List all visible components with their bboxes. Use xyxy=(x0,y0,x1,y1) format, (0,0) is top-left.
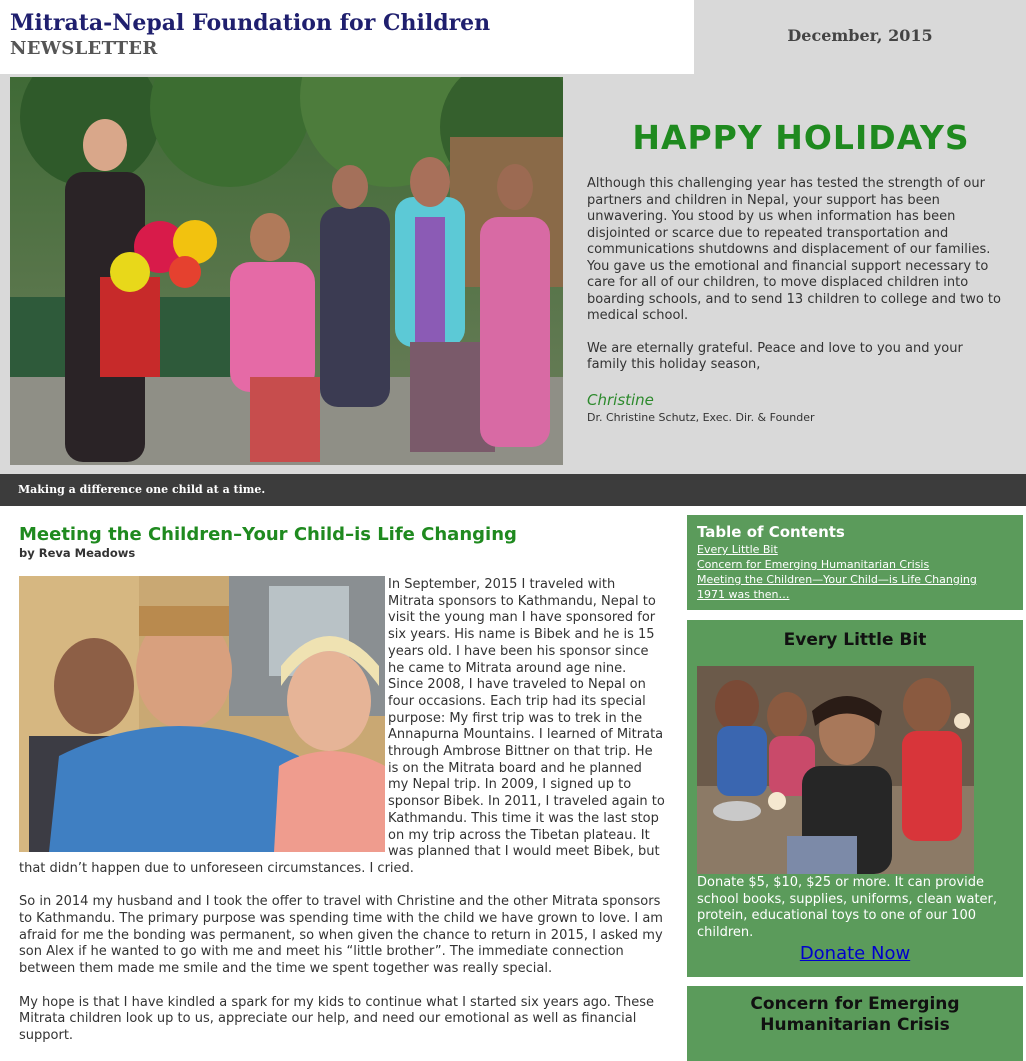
holiday-heading: HAPPY HOLIDAYS xyxy=(632,118,970,157)
article-paragraph: In September, 2015 I traveled with Mitrata sponsors to Kathmandu, Nepal to visit the young man I have sponsored for six years. His name is Bibek and he is 15 years old. I have been his sponsor since he came to Mitrata around age nine. Since 2008, I have traveled to Nepal on four occasions. Each trip had its special purpose: My first trip was to trek in the Annapurna Mountains. I learned of Mitrata through Ambrose Bittner on that trip. He is on the Mitrata board and he planned my Nepal trip. In 2009, I signed up to sponsor Bibek. In 2011, I traveled again to Kathmandu. This time it was the last stop on my trip across the Tibetan plateau. It was planned that I would meet Bibek, but that didn’t happen due to unforeseen circumstances. I cried. xyxy=(19,577,665,876)
article-title: Meeting the Children–Your Child–is Life Changing xyxy=(19,524,517,545)
article-paragraph: My hope is that I have kindled a spark for my kids to continue what I started six years ago. These Mitrata children look up to us, appreciate our help, and need our emotional as well as financial support. xyxy=(19,994,654,1043)
holiday-paragraph: We are eternally grateful. Peace and love to you and your family this holiday season, xyxy=(587,340,963,372)
signer-title: Dr. Christine Schutz, Exec. Dir. & Founder xyxy=(587,411,815,424)
hero-photo-children-greeting xyxy=(10,77,563,465)
article-body xyxy=(19,577,665,1061)
children-eating-photo xyxy=(697,666,974,874)
photo-spacer xyxy=(19,577,388,853)
holiday-message xyxy=(587,176,1007,390)
donate-now-link[interactable]: Donate Now xyxy=(799,943,911,964)
signature: Christine xyxy=(587,391,654,409)
article-paragraph: So in 2014 my husband and I took the offer to travel with Christine and the other Mitrata sponsors to Kathmandu. The primary purpose was spending time with the child we have grown to love. I am afraid for me the bonding was permanent, so when given the chance to return in 2015, I asked my son Alex if he wanted to go with me and meet his “little brother”. The immediate connection between them made me smile and the time we spent together was really special. xyxy=(19,894,663,977)
crisis-title xyxy=(687,994,1023,1036)
org-title: Mitrata-Nepal Foundation for Children xyxy=(10,10,491,36)
donation-blurb: Donate $5, $10, $25 or more. It can provide school books, supplies, uniforms, clean water, protein, educational toys to one of our 100 children. xyxy=(697,875,998,940)
every-little-bit-box xyxy=(687,620,1023,977)
toc-title: Table of Contents xyxy=(697,523,845,541)
table-of-contents xyxy=(687,515,1023,610)
crisis-title-line: Humanitarian Crisis xyxy=(760,1015,950,1035)
newsletter-label: NEWSLETTER xyxy=(10,38,158,59)
tagline-bar xyxy=(0,474,1026,506)
tagline: Making a difference one child at a time. xyxy=(18,483,266,496)
masthead xyxy=(0,0,694,71)
every-little-bit-title: Every Little Bit xyxy=(783,630,927,650)
issue-date: December, 2015 xyxy=(787,26,933,45)
toc-link-1971[interactable]: 1971 was then… xyxy=(697,588,790,601)
crisis-title-line: Concern for Emerging xyxy=(750,994,960,1014)
humanitarian-crisis-box xyxy=(687,986,1023,1061)
toc-link-meeting-the-children[interactable]: Meeting the Children—Your Child—is Life Changing xyxy=(697,573,977,586)
toc-link-humanitarian-crisis[interactable]: Concern for Emerging Humanitarian Crisis xyxy=(697,558,930,571)
holiday-paragraph: Although this challenging year has tested the strength of our partners and children in Nepal, your support has been unwavering. You stood by us when information has been disjointed or scarce due to repeated transportation and communications shutdowns and displacement of our families. You gave us the emotional and financial support necessary to care for all of our children, to move displaced children into boarding schools, and to send 13 children to college and two to medical school. xyxy=(587,176,1001,323)
article-byline: by Reva Meadows xyxy=(19,546,136,560)
toc-link-every-little-bit[interactable]: Every Little Bit xyxy=(697,543,778,556)
issue-date-panel xyxy=(694,0,1026,74)
